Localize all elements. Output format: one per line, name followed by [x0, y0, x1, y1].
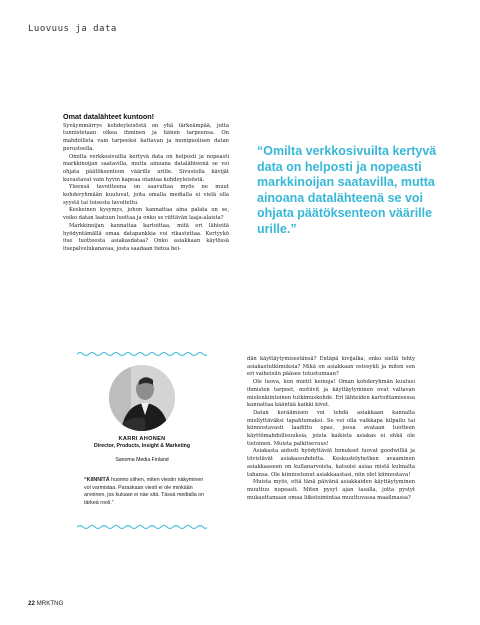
section-label: Luovuus ja data [28, 24, 117, 34]
article-paragraph: Yleensä tavoitteena on saavuttaa myös ne muut kohderyhmään kuuluvat, joita omalla medialla ei vielä olla syystä tai toisesta tavoitettu. [63, 184, 229, 206]
article-paragraph: Syväymmärrys kohdeyleisöstä on yhä tärkeämpää, jotta tunnistetaan oikea ihminen ja hänen tarpeensa. On mahdollista vain tarpeeksi kattavan ja monipuolisen datan perusteella. [63, 122, 229, 152]
page-number: 22 [28, 600, 35, 607]
article-paragraph: dän käyttäytymisestänsä? Entäpä kivijalka, onko siellä tehty asiakastutkimuksia? Mikä on asiakkaan ostosykli ja miten sen eri vaiheisiin pääsee tutustumaan? [247, 356, 415, 378]
pull-quote: “Omilta verkkosivuilta kertyvä data on helposti ja nopeasti markkinoijan saatavilla, mutta ainoana datalähteenä se voi ohjata päätöksenteon väärille urille.” [257, 144, 437, 236]
article-paragraph: Datan keräämisen voi tehdä asiakkaan kannalta miellyttäväksi tapahtumaksi. Se voi olla vaikkapa kilpailu tai kiinnostavasti laadittu opas, jossa avataan tuotteen käyttömahdollisuuksia, joista kaikista asiakas ei ehkä ole tietoinen. Muista palkitsevuus! [247, 409, 415, 447]
article-paragraph: Keskeinen kysymys, johon kannattaa aina palata on se, voiko datan laatuun luottaa ja onko se riittävän laaja-alaista? [63, 207, 229, 222]
person-role: Director, Products, Insight & Marketing [94, 443, 190, 449]
article-paragraph: Asiakasta aidosti hyödyttävät bonukset luovat goodwilliä ja tiivistävät asiakassuhdetta. Keskustelyhetken avaaminen asiakkaaseen on kullanarvoista, katsoisi asiaa mistä kulmalta tahansa. Ole kiinnostunut asiakkaastasi, niin olet kiinnostava! [247, 448, 415, 478]
article-column-2 [247, 356, 415, 502]
article-paragraph: Markkinoijan kannattaa kartoittaa, mitä eri lähteitä hyödyntämällä omaa datapankkia voi rikastuttaa. Kertyykö itse tuotteesta asiakasdataa? Onko asiakkaan käytössä itsepalvelukanavaa, josta saadaan tietoa hei- [63, 222, 229, 252]
quote-box [84, 477, 206, 507]
page-footer [28, 600, 63, 607]
article-column-1 [63, 113, 229, 254]
wave-divider-top [77, 351, 207, 357]
publication-name: MRKTNG [36, 600, 64, 607]
quote-box-text: huomio siihen, miten viestin näkyminen voi varmistaa. Paraskaan viesti ei ole minkään arvoinen, jos kukaan ei näe sitä. Tässä medialla on tärkeä rooli.” [84, 477, 205, 506]
article-paragraph: Omilta verkkosivuilta kertyvä data on helposti ja nopeasti markkinoijan saatavilla, mutta ainoana datalähteenä se voi ohjata päätöksenteon väärille urille. Sivustolla kävijät kuvastavat vain hyvin kapeaa otantaa kohdeyleisöstä. [63, 153, 229, 183]
wave-divider-bottom [77, 524, 207, 530]
quote-box-lead: “KIINNITÄ [84, 477, 110, 483]
person-name: KARRI AHONEN [118, 436, 166, 442]
article-heading: Omat datalähteet kuntoon! [63, 112, 155, 121]
avatar [109, 365, 175, 431]
article-paragraph: Ole luova, kun mietit keinoja! Oman kohderyhmän kuulusi ihmisten tarpeet, motiivit ja käyttäytyminen ovat valtavan mielenkiintoinen tutkimuskohde. Eri lähteiden kartoittamisessa kannattaa kääntää kaikki kivet. [247, 379, 415, 409]
person-company: Sanoma Media Finland [115, 457, 169, 463]
article-paragraph: Muista myös, että tänä päivänä asiakkaiden käyttäytyminen muuttuu nopeasti. Miten pysyt ajan tasalla, jotta pystyt mukauttamaan omaa liiketoimintaa muuttuvassa maailmassa? [247, 479, 415, 501]
